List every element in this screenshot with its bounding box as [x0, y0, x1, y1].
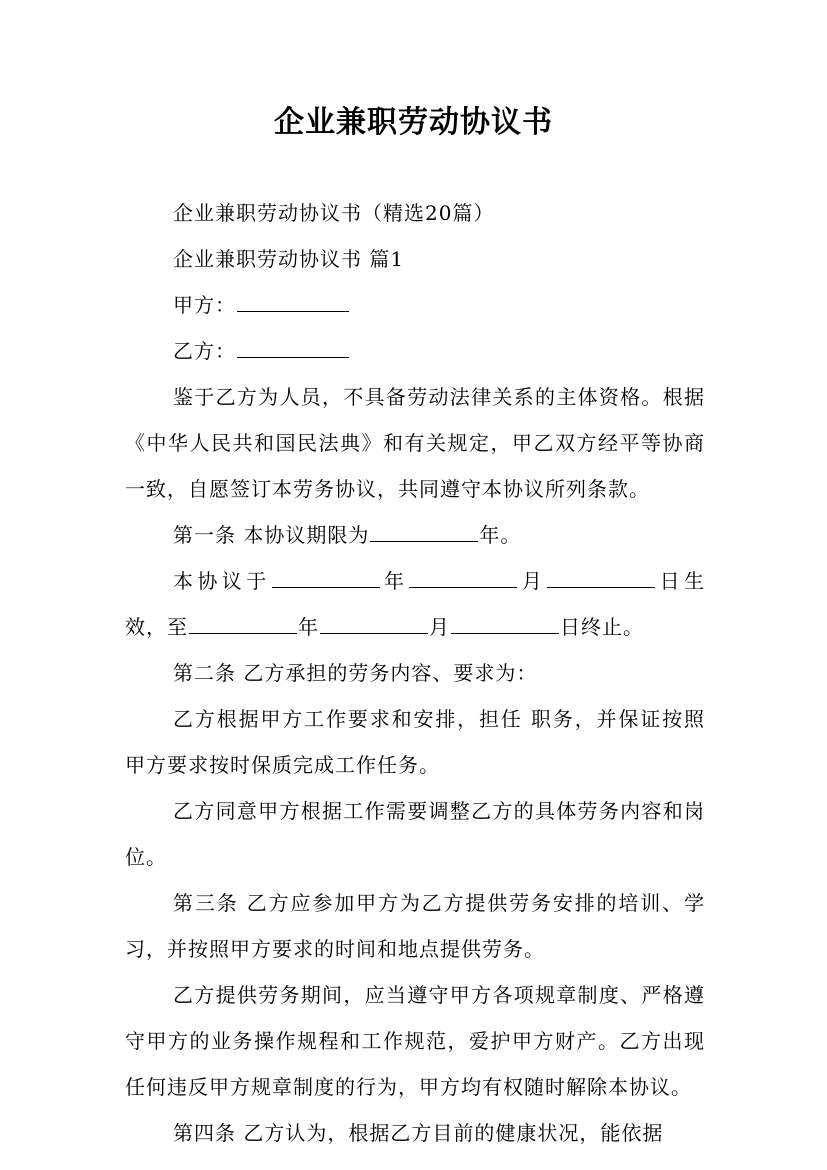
start-day-blank [547, 563, 655, 588]
term-year-2: 年 [298, 615, 319, 639]
term-start: 本协议于 [173, 569, 271, 593]
article-1-blank [370, 517, 478, 542]
party-b-label: 乙方： [173, 339, 236, 363]
paragraph-4: 乙方提供劳务期间，应当遵守甲方各项规章制度、严格遵守甲方的业务操作规程和工作规范，爱护甲方财产。乙方出现任何违反甲方规章制度的行为，甲方均有权随时解除本协议。 [125, 983, 705, 1099]
article-4: 第四条 乙方认为，根据乙方目前的健康状况，能依据 [173, 1121, 664, 1145]
term-end: 日终止。 [560, 615, 644, 639]
term-month-2: 月 [429, 615, 450, 639]
term-effective: 日生效，至 [125, 569, 706, 639]
start-year-blank [272, 563, 380, 588]
party-a-label: 甲方： [173, 293, 236, 317]
paragraph-2: 乙方根据甲方工作要求和安排，担任 职务，并保证按照甲方要求按时保质完成工作任务。 [125, 707, 705, 777]
term-paragraph [125, 558, 705, 650]
document-title: 企业兼职劳动协议书 [274, 105, 553, 140]
end-year-blank [189, 609, 297, 634]
article-2: 第二条 乙方承担的劳务内容、要求为： [173, 661, 538, 685]
party-a-line [125, 282, 705, 328]
paragraph-3: 乙方同意甲方根据工作需要调整乙方的具体劳务内容和岗位。 [125, 799, 705, 869]
document-body [125, 190, 705, 1156]
subtitle-line: 企业兼职劳动协议书（精选20篇） [173, 201, 495, 225]
paragraph-1: 鉴于乙方为人员，不具备劳动法律关系的主体资格。根据《中华人民共和国民法典》和有关规定，甲乙双方经平等协商一致，自愿签订本劳务协议，共同遵守本协议所列条款。 [125, 385, 705, 501]
start-month-blank [409, 563, 517, 588]
article-1-tail: 年。 [479, 523, 522, 547]
party-b-line [125, 328, 705, 374]
term-year-1: 年 [380, 569, 409, 593]
article-3: 第三条 乙方应参加甲方为乙方提供劳务安排的培训、学习，并按照甲方要求的时间和地点提供劳务。 [125, 891, 705, 961]
end-day-blank [451, 609, 559, 634]
party-a-blank [237, 287, 349, 312]
article-1-text: 第一条 本协议期限为 [173, 523, 370, 547]
article-1-line [125, 512, 705, 558]
section-heading: 企业兼职劳动协议书 篇1 [173, 247, 405, 271]
party-b-blank [237, 333, 349, 358]
term-month-1: 月 [518, 569, 547, 593]
end-month-blank [320, 609, 428, 634]
